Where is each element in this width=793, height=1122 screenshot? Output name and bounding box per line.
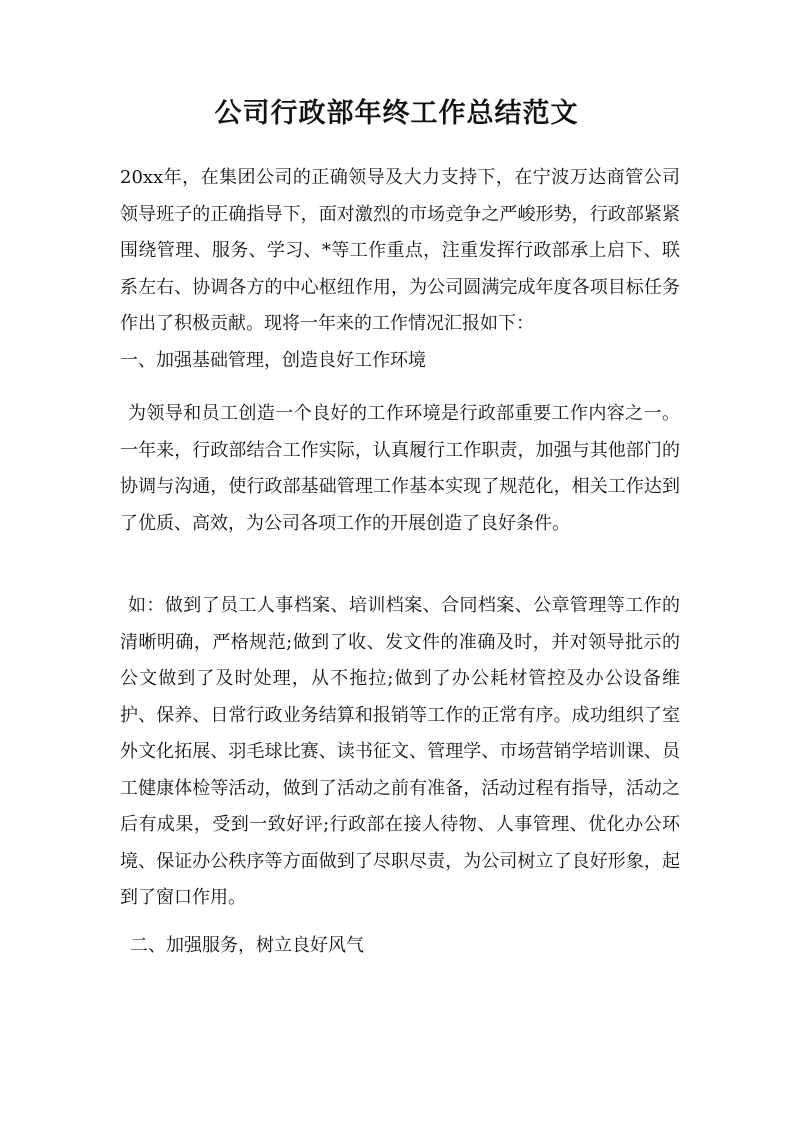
section-1-paragraph-2: 如：做到了员工人事档案、培训档案、合同档案、公章管理等工作的清晰明确，严格规范;做到了收、发文件的准确及时，并对领导批示的公文做到了及时处理，从不拖拉;做到了办公耗材管控及办公设备维护、保养、日常行政业务结算和报销等工作的正常有序。成功组织了室外文化拓展、羽毛球比赛、读书征文、管理学、市场营销学培训课、员工健康体检等活动，做到了活动之前有准备，活动过程有指导，活动之后有成果，受到一致好评;行政部在接人待物、人事管理、优化办公环境、保证办公秩序等方面做到了尽职尽责，为公司树立了良好形象，起到了窗口作用。 <box>120 595 680 908</box>
section-1-heading: 一、加强基础管理，创造良好工作环境 <box>120 350 426 371</box>
document-title: 公司行政部年终工作总结范文 <box>214 98 579 129</box>
intro-paragraph: 20xx年，在集团公司的正确领导及大力支持下，在宁波万达商管公司领导班子的正确指导下，面对激烈的市场竞争之严峻形势，行政部紧紧围绕管理、服务、学习、*等工作重点，注重发挥行政部承上启下、联系左右、协调各方的中心枢纽作用，为公司圆满完成年度各项目标任务作出了积极贡献。现将一年来的工作情况汇报如下： <box>120 167 680 334</box>
section-2-heading: 二、加强服务，树立良好风气 <box>130 935 364 956</box>
section-1-paragraph-1: 为领导和员工创造一个良好的工作环境是行政部重要工作内容之一。一年来，行政部结合工作实际，认真履行工作职责，加强与其他部门的协调与沟通，使行政部基础管理工作基本实现了规范化，相关工作达到了优质、高效，为公司各项工作的开展创造了良好条件。 <box>120 403 680 534</box>
